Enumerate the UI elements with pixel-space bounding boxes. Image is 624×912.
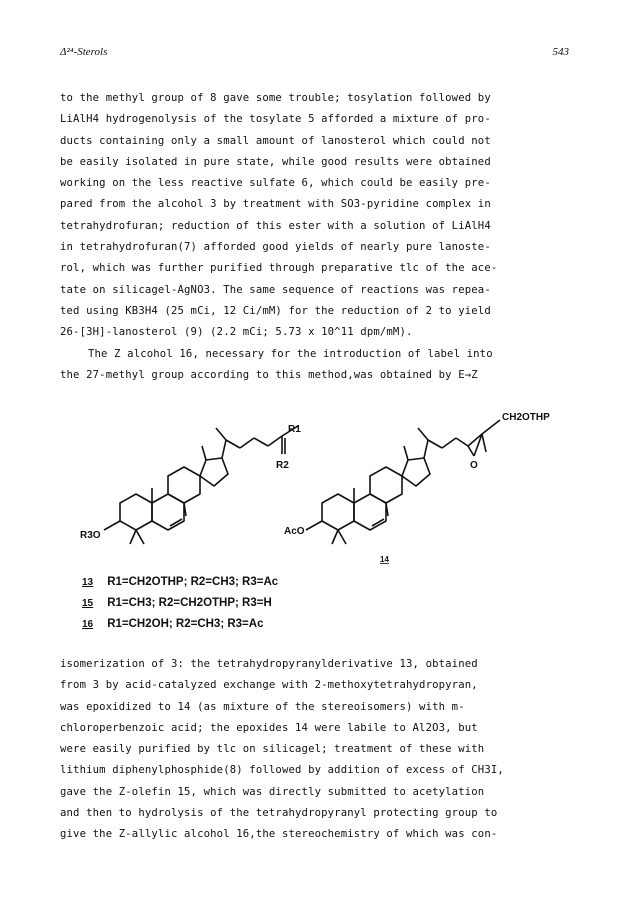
legend-row-15 <box>82 597 272 609</box>
text-line: in tetrahydrofuran(7) afforded good yields of nearly pure lanoste- <box>60 241 491 254</box>
legend-text: R1=CH2OH; R2=CH3; R3=Ac <box>107 618 264 630</box>
ring-c-left <box>168 467 200 503</box>
text-line: tetrahydrofuran; reduction of this ester with a solution of LiAlH4 <box>60 219 491 232</box>
text-line: to the methyl group of 8 gave some trouble; tosylation followed by <box>60 92 491 104</box>
text-line: tate on silicagel-AgNO3. The same sequence of reactions was repea- <box>60 283 491 296</box>
ring-a-right <box>322 494 354 530</box>
text-line: rol, which was further purified through preparative tlc of the ace- <box>60 262 498 275</box>
text-line: and then to hydrolysis of the tetrahydropyranyl protecting group to <box>60 807 498 820</box>
text-line: gave the Z-olefin 15, which was directly submitted to acetylation <box>60 785 485 798</box>
label-r1: R1 <box>288 424 301 435</box>
compound-number-14: 14 <box>380 555 389 564</box>
text-line: isomerization of 3: the tetrahydropyranylderivative 13, obtained <box>60 658 478 670</box>
page-number: 543 <box>552 46 569 58</box>
text-line: was epoxidized to 14 (as mixture of the stereoisomers) with m- <box>60 700 465 713</box>
text-line: LiAlH4 hydrogenolysis of the tosylate 5 afforded a mixture of pro- <box>60 113 491 126</box>
text-line: give the Z-allylic alcohol 16,the stereochemistry of which was con- <box>60 828 498 841</box>
chemical-structures-figure <box>60 398 576 638</box>
label-r3o: R3O <box>80 530 101 541</box>
ring-a-left <box>120 494 152 530</box>
label-aco: AcO <box>284 526 305 537</box>
text-line: ted using KB3H4 (25 mCi, 12 Ci/mM) for the reduction of 2 to yield <box>60 304 491 317</box>
paragraph-2 <box>60 344 576 387</box>
text-line: pared from the alcohol 3 by treatment with SO3-pyridine complex in <box>60 198 491 211</box>
text-line: were easily purified by tlc on silicagel; treatment of these with <box>60 743 485 756</box>
text-line: be easily isolated in pure state, while good results were obtained <box>60 155 491 168</box>
text-line: chloroperbenzoic acid; the epoxides 14 were labile to Al2O3, but <box>60 721 478 734</box>
text-line: working on the less reactive sulfate 6, which could be easily pre- <box>60 177 491 190</box>
label-r2: R2 <box>276 460 289 471</box>
legend-row-16 <box>82 618 263 630</box>
text-line: 26-[3H]-lanosterol (9) (2.2 mCi; 5.73 x 10^11 dpm/mM). <box>60 326 413 339</box>
label-ch2othp: CH2OTHP <box>502 412 550 423</box>
text-line: from 3 by acid-catalyzed exchange with 2-methoxytetrahydropyran, <box>60 679 478 692</box>
legend-text: R1=CH2OTHP; R2=CH3; R3=Ac <box>107 576 279 588</box>
text-line: lithium diphenylphosphide(8) followed by addition of excess of CH3I, <box>60 764 504 777</box>
ring-c-right <box>370 467 402 503</box>
legend-number: 15 <box>82 598 94 609</box>
ring-d-right <box>402 458 430 486</box>
ring-d-left <box>200 458 228 486</box>
text-line: ducts containing only a small amount of lanosterol which could not <box>60 134 491 147</box>
paragraph-1 <box>60 88 576 344</box>
text-line: The Z alcohol 16, necessary for the introduction of label into <box>88 348 493 360</box>
paragraph-3 <box>60 654 576 846</box>
legend-row-13 <box>82 576 278 588</box>
legend-text: R1=CH3; R2=CH2OTHP; R3=H <box>107 597 272 609</box>
text-line: the 27-methyl group according to this method,was obtained by E→Z <box>60 369 478 382</box>
label-epoxide-o: O <box>470 460 478 471</box>
legend-number: 16 <box>82 619 94 630</box>
running-title: Δ²⁴-Sterols <box>60 46 108 58</box>
legend-number: 13 <box>82 577 94 588</box>
